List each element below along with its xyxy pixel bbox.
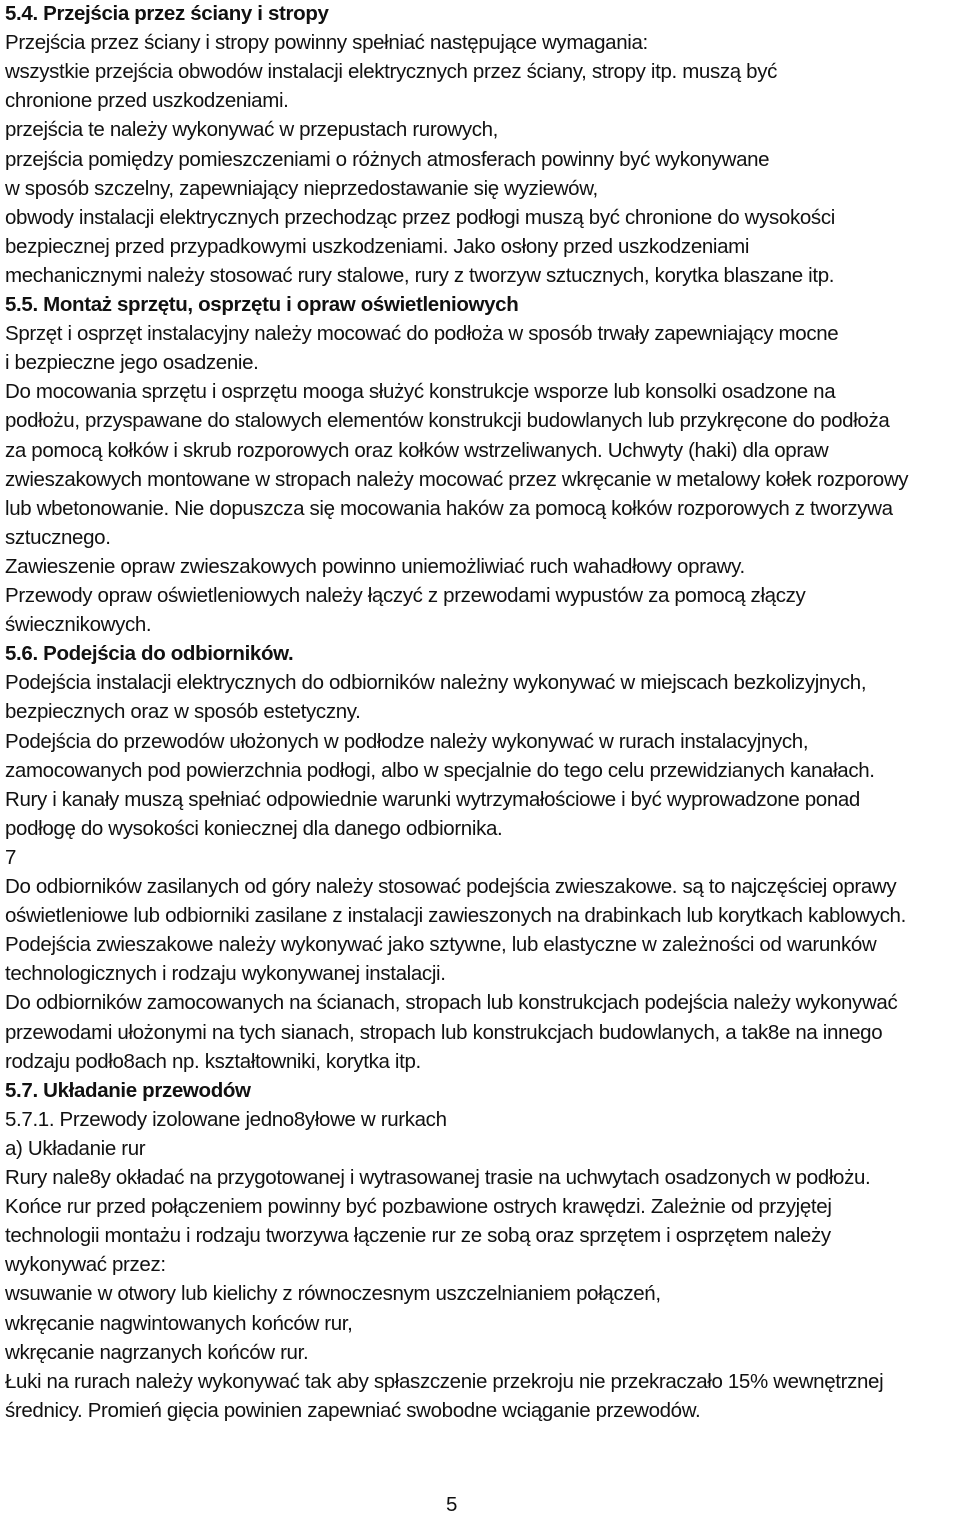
text-line: za pomocą kołków i skrub rozporowych oraz kołków wstrzeliwanych. Uchwyty (haki) dla opraw [5,438,829,462]
section-heading [5,293,518,317]
text-line: Sprzęt i osprzęt instalacyjny należy mocować do podłoża w sposób trwały zapewniający mocne [5,322,839,346]
text-line: przejścia te należy wykonywać w przepustach rurowych, [5,118,499,142]
text-line: Końce rur przed połączeniem powinny być pozbawione ostrych krawędzi. Zależnie od przyjętej [5,1195,832,1219]
text-line: Do odbiorników zamocowanych na ścianach, stropach lub konstrukcjach podejścia należy wykonywać [5,991,898,1015]
text-line: technologicznych i rodzaju wykonywanej instalacji. [5,962,446,986]
text-line: Przewody opraw oświetleniowych należy łączyć z przewodami wypustów za pomocą złączy [5,584,806,607]
text-line: wkręcanie nagrzanych końców rur. [5,1340,309,1364]
text-line: bezpiecznej przed przypadkowymi uszkodzeniami. Jako osłony przed uszkodzeniami [5,234,750,258]
text-line: Podejścia zwieszakowe należy wykonywać jako sztywne, lub elastyczne w zależności od warunków [5,933,877,957]
text-line: Przejścia przez ściany i stropy powinny spełniać następujące wymagania: [5,31,648,55]
text-line: Rury i kanały muszą spełniać odpowiednie warunki wytrzymałościowe i być wyprowadzone ponad [5,787,860,811]
text-line: bezpiecznych oraz w sposób estetyczny. [5,700,361,724]
text-line: chronione przed uszkodzeniami. [5,89,289,113]
text-line: 7 [5,845,17,869]
text-line: lub wbetonowanie. Nie dopuszcza się mocowania haków za pomocą kołków rozporowych z tworzywa [5,496,893,520]
text-line: i bezpieczne jego osadzenie. [5,351,259,375]
text-line: średnicy. Promień gięcia powinien zapewniać swobodne wciąganie przewodów. [5,1398,701,1422]
text-line: świecznikowych. [5,613,152,637]
text-line: Podejścia instalacji elektrycznych do odbiorników należny wykonywać w miejscach bezkolizyjnych, [5,671,867,695]
text-line: Do mocowania sprzętu i osprzętu mooga służyć konstrukcje wsporze lub konsolki osadzone na [5,380,836,404]
text-line: wsuwanie w otwory lub kielichy z równoczesnym uszczelnianiem połączeń, [5,1282,661,1306]
text-line: przewodami ułożonymi na tych sianach, stropach lub konstrukcjach budowlanych, a tak8e na innego [5,1020,883,1044]
text-line: Łuki na rurach należy wykonywać tak aby spłaszczenie przekroju nie przekraczało 15% wewnętrznej [5,1369,884,1393]
text-line: podłogę do wysokości koniecznej dla danego odbiornika. [5,816,503,840]
text-line: Podejścia do przewodów ułożonych w podłodze należy wykonywać w rurach instalacyjnych, [5,729,809,753]
text-line: wszystkie przejścia obwodów instalacji elektrycznych przez ściany, stropy itp. muszą być [5,60,778,84]
text-line: zamocowanych pod powierzchnia podłogi, albo w specjalnie do tego celu przewidzianych kanałach. [5,758,875,782]
text-line: mechanicznymi należy stosować rury stalowe, rury z tworzyw sztucznych, korytka blaszane itp. [5,263,835,287]
text-line: sztucznego. [5,525,111,549]
text-line: wykonywać przez: [5,1253,166,1277]
text-line: obwody instalacji elektrycznych przechodząc przez podłogi muszą być chronione do wysokości [5,205,835,229]
text-line: wkręcanie nagwintowanych końców rur, [5,1311,353,1335]
text-line: Do odbiorników zasilanych od góry należy stosować podejścia zwieszakowe. są to najczęściej oprawy [5,875,897,898]
text-line: 5.7.1. Przewody izolowane jedno8yłowe w rurkach [5,1107,447,1131]
text-line: oświetleniowe lub odbiorniki zasilane z instalacji zawieszonych na drabinkach lub korytkach kablowych. [5,904,906,928]
section-title: Montaż sprzętu, osprzętu i opraw oświetleniowych [43,293,519,316]
text-line: a) Układanie rur [5,1136,146,1160]
section-number: 5.5. [5,293,44,316]
text-line: Zawieszenie opraw zwieszakowych powinno uniemożliwiać ruch wahadłowy oprawy. [5,554,745,578]
text-line: podłożu, przyspawane do stalowych elementów konstrukcji budowlanych lub przykręcone do podłoża [5,409,890,433]
text-line: rodzaju podło8ach np. kształtowniki, korytka itp. [5,1049,421,1073]
text-line: zwieszakowych montowane w stropach należy mocować przez wkręcanie w metalowy kołek rozporowy [5,467,909,491]
section-heading: 5.4. Przejścia przez ściany i stropy [5,2,329,25]
page-number: 5 [446,1493,458,1516]
text-line: technologii montażu i rodzaju tworzywa łączenie rur ze sobą oraz sprzętem i osprzętem należy [5,1224,831,1248]
text-line: przejścia pomiędzy pomieszczeniami o różnych atmosferach powinny być wykonywane [5,147,770,171]
section-heading: 5.7. Układanie przewodów [5,1078,251,1102]
text-line: w sposób szczelny, zapewniający nieprzedostawanie się wyziewów, [5,176,598,200]
section-heading: 5.6. Podejścia do odbiorników. [5,642,294,666]
text-line: Rury nale8y okładać na przygotowanej i wytrasowanej trasie na uchwytach osadzonych w podłożu. [5,1166,871,1189]
